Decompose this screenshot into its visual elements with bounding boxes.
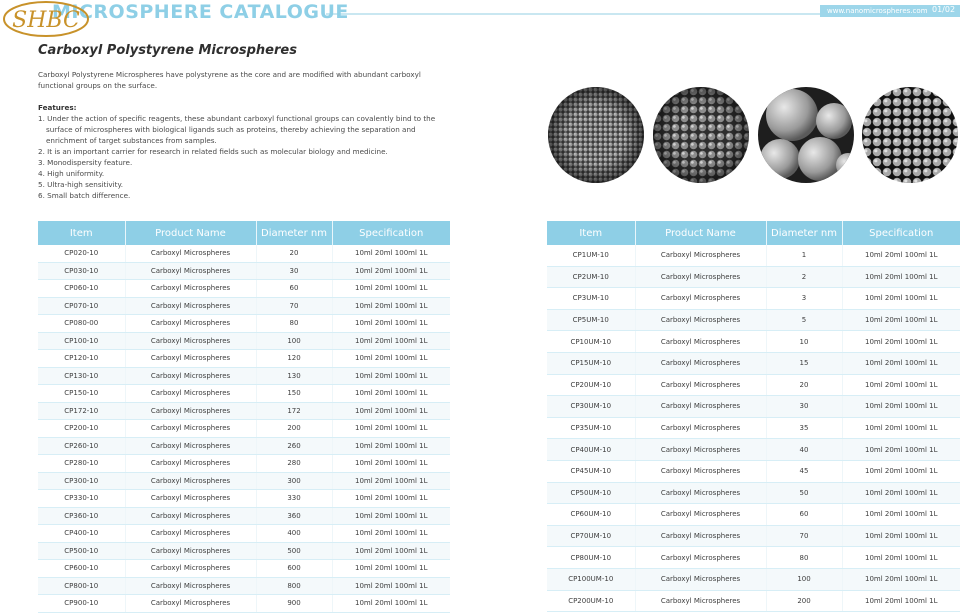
item-code-cell: CP3UM-10 <box>547 288 635 310</box>
specification-cell: 10ml 20ml 100ml 1L <box>842 288 960 310</box>
specification-cell: 10ml 20ml 100ml 1L <box>842 525 960 547</box>
diameter-cell: 100 <box>256 332 332 350</box>
specification-cell: 10ml 20ml 100ml 1L <box>332 297 450 315</box>
product-name-cell: Carboxyl Microspheres <box>125 297 256 315</box>
diameter-cell: 30 <box>766 396 842 418</box>
product-name-cell: Carboxyl Microspheres <box>635 504 766 526</box>
product-name-cell: Carboxyl Microspheres <box>125 542 256 560</box>
diameter-cell: 120 <box>256 350 332 368</box>
table-row <box>38 367 450 385</box>
table-row <box>547 352 960 374</box>
specification-cell: 10ml 20ml 100ml 1L <box>332 280 450 298</box>
product-name-cell: Carboxyl Microspheres <box>125 472 256 490</box>
specification-cell: 10ml 20ml 100ml 1L <box>332 525 450 543</box>
table-row <box>38 245 450 262</box>
specification-cell: 10ml 20ml 100ml 1L <box>332 560 450 578</box>
specification-cell: 10ml 20ml 100ml 1L <box>332 402 450 420</box>
diameter-cell: 35 <box>766 417 842 439</box>
product-name-cell: Carboxyl Microspheres <box>125 420 256 438</box>
product-name-cell: Carboxyl Microspheres <box>125 262 256 280</box>
table-row <box>547 547 960 569</box>
specification-cell: 10ml 20ml 100ml 1L <box>332 490 450 508</box>
company-logo <box>2 0 90 38</box>
specification-cell: 10ml 20ml 100ml 1L <box>842 568 960 590</box>
product-name-cell: Carboxyl Microspheres <box>635 352 766 374</box>
specification-cell: 10ml 20ml 100ml 1L <box>332 577 450 595</box>
item-code-cell: CP10UM-10 <box>547 331 635 353</box>
diameter-cell: 15 <box>766 352 842 374</box>
features-heading: Features: <box>38 103 77 112</box>
product-name-cell: Carboxyl Microspheres <box>635 460 766 482</box>
product-name-cell: Carboxyl Microspheres <box>635 482 766 504</box>
specification-cell: 10ml 20ml 100ml 1L <box>332 595 450 613</box>
product-name-cell: Carboxyl Microspheres <box>125 385 256 403</box>
diameter-cell: 300 <box>256 472 332 490</box>
specification-cell: 10ml 20ml 100ml 1L <box>332 420 450 438</box>
table-row <box>547 374 960 396</box>
specification-cell: 10ml 20ml 100ml 1L <box>332 315 450 333</box>
item-code-cell: CP360-10 <box>38 507 125 525</box>
product-name-cell: Carboxyl Microspheres <box>635 245 766 266</box>
specification-cell: 10ml 20ml 100ml 1L <box>842 547 960 569</box>
specification-cell: 10ml 20ml 100ml 1L <box>842 352 960 374</box>
feature-item: 3. Monodispersity feature. <box>38 158 133 167</box>
item-code-cell: CP600-10 <box>38 560 125 578</box>
column-header: Diameter nm <box>766 221 842 245</box>
diameter-cell: 330 <box>256 490 332 508</box>
diameter-cell: 60 <box>256 280 332 298</box>
item-code-cell: CP30UM-10 <box>547 396 635 418</box>
diameter-cell: 260 <box>256 437 332 455</box>
product-name-cell: Carboxyl Microspheres <box>635 417 766 439</box>
specification-cell: 10ml 20ml 100ml 1L <box>842 396 960 418</box>
item-code-cell: CP172-10 <box>38 402 125 420</box>
diameter-cell: 30 <box>256 262 332 280</box>
table-row <box>547 525 960 547</box>
website-url: www.nanomicrospheres.com <box>827 7 928 15</box>
table-row <box>38 472 450 490</box>
item-code-cell: CP15UM-10 <box>547 352 635 374</box>
item-code-cell: CP330-10 <box>38 490 125 508</box>
table-row <box>547 504 960 526</box>
diameter-cell: 45 <box>766 460 842 482</box>
sem-image-2 <box>653 87 749 183</box>
sem-image-4 <box>862 87 958 183</box>
table-row <box>547 439 960 461</box>
item-code-cell: CP1UM-10 <box>547 245 635 266</box>
diameter-cell: 70 <box>256 297 332 315</box>
table-row <box>547 568 960 590</box>
feature-item: 5. Ultra-high sensitivity. <box>38 180 123 189</box>
product-name-cell: Carboxyl Microspheres <box>125 490 256 508</box>
product-name-cell: Carboxyl Microspheres <box>125 560 256 578</box>
table-header-row <box>38 221 450 245</box>
specification-cell: 10ml 20ml 100ml 1L <box>332 350 450 368</box>
specification-cell: 10ml 20ml 100ml 1L <box>842 460 960 482</box>
features-list <box>38 102 450 201</box>
diameter-cell: 200 <box>766 590 842 612</box>
specification-cell: 10ml 20ml 100ml 1L <box>842 482 960 504</box>
item-code-cell: CP020-10 <box>38 245 125 262</box>
product-name-cell: Carboxyl Microspheres <box>125 595 256 613</box>
feature-item: 2. It is an important carrier for research in related fields such as molecular biology and medicine. <box>38 147 388 156</box>
diameter-cell: 1 <box>766 245 842 266</box>
item-code-cell: CP130-10 <box>38 367 125 385</box>
item-code-cell: CP20UM-10 <box>547 374 635 396</box>
table-row <box>38 385 450 403</box>
logo-text: SHBC <box>12 8 80 33</box>
item-code-cell: CP200UM-10 <box>547 590 635 612</box>
item-code-cell: CP70UM-10 <box>547 525 635 547</box>
specification-cell: 10ml 20ml 100ml 1L <box>332 385 450 403</box>
item-code-cell: CP50UM-10 <box>547 482 635 504</box>
diameter-cell: 60 <box>766 504 842 526</box>
product-name-cell: Carboxyl Microspheres <box>635 309 766 331</box>
product-name-cell: Carboxyl Microspheres <box>125 507 256 525</box>
page-header <box>0 0 960 33</box>
diameter-cell: 400 <box>256 525 332 543</box>
table-row <box>547 309 960 331</box>
column-header: Diameter nm <box>256 221 332 245</box>
item-code-cell: CP200-10 <box>38 420 125 438</box>
product-name-cell: Carboxyl Microspheres <box>125 577 256 595</box>
diameter-cell: 10 <box>766 331 842 353</box>
catalogue-title: MICROSPHERE CATALOGUE <box>52 1 349 23</box>
specification-cell: 10ml 20ml 100ml 1L <box>332 332 450 350</box>
product-name-cell: Carboxyl Microspheres <box>635 590 766 612</box>
table-row <box>547 245 960 266</box>
table-row <box>38 297 450 315</box>
diameter-cell: 2 <box>766 266 842 288</box>
item-code-cell: CP030-10 <box>38 262 125 280</box>
table-row <box>38 315 450 333</box>
product-name-cell: Carboxyl Microspheres <box>125 402 256 420</box>
table-row <box>38 420 450 438</box>
feature-item: 1. Under the action of specific reagents, these abundant carboxyl functional groups can covalently bind to the surface of microspheres with biological ligands such as proteins, thereby achieving the separation and enrichment of target substances from samples. <box>38 114 436 145</box>
product-name-cell: Carboxyl Microspheres <box>125 280 256 298</box>
table-row <box>38 455 450 473</box>
diameter-cell: 40 <box>766 439 842 461</box>
specification-cell: 10ml 20ml 100ml 1L <box>842 245 960 266</box>
specification-cell: 10ml 20ml 100ml 1L <box>842 331 960 353</box>
item-code-cell: CP800-10 <box>38 577 125 595</box>
column-header: Specification <box>842 221 960 245</box>
product-name-cell: Carboxyl Microspheres <box>125 455 256 473</box>
diameter-cell: 130 <box>256 367 332 385</box>
product-name-cell: Carboxyl Microspheres <box>125 315 256 333</box>
page-number: 01/02 <box>932 5 956 14</box>
table-row <box>547 266 960 288</box>
diameter-cell: 20 <box>256 245 332 262</box>
item-code-cell: CP400-10 <box>38 525 125 543</box>
column-header: Product Name <box>125 221 256 245</box>
specification-cell: 10ml 20ml 100ml 1L <box>332 245 450 262</box>
product-name-cell: Carboxyl Microspheres <box>635 547 766 569</box>
table-row <box>38 402 450 420</box>
feature-item: 4. High uniformity. <box>38 169 105 178</box>
item-code-cell: CP260-10 <box>38 437 125 455</box>
item-code-cell: CP45UM-10 <box>547 460 635 482</box>
item-code-cell: CP100-10 <box>38 332 125 350</box>
specification-cell: 10ml 20ml 100ml 1L <box>842 439 960 461</box>
item-code-cell: CP2UM-10 <box>547 266 635 288</box>
product-name-cell: Carboxyl Microspheres <box>125 332 256 350</box>
sem-image-1 <box>548 87 644 183</box>
product-description: Carboxyl Polystyrene Microspheres have polystyrene as the core and are modified with abundant carboxyl functional groups on the surface. <box>38 70 421 90</box>
table-row <box>38 490 450 508</box>
product-name-cell: Carboxyl Microspheres <box>125 525 256 543</box>
column-header: Product Name <box>635 221 766 245</box>
specification-cell: 10ml 20ml 100ml 1L <box>332 507 450 525</box>
item-code-cell: CP060-10 <box>38 280 125 298</box>
diameter-cell: 800 <box>256 577 332 595</box>
product-name-cell: Carboxyl Microspheres <box>635 288 766 310</box>
table-row <box>38 262 450 280</box>
diameter-cell: 500 <box>256 542 332 560</box>
diameter-cell: 150 <box>256 385 332 403</box>
table-row <box>38 577 450 595</box>
item-code-cell: CP35UM-10 <box>547 417 635 439</box>
table-row <box>547 288 960 310</box>
item-code-cell: CP070-10 <box>38 297 125 315</box>
diameter-cell: 280 <box>256 455 332 473</box>
diameter-cell: 3 <box>766 288 842 310</box>
micro-product-table <box>547 221 960 612</box>
table-row <box>547 590 960 612</box>
product-name-cell: Carboxyl Microspheres <box>635 525 766 547</box>
diameter-cell: 172 <box>256 402 332 420</box>
item-code-cell: CP40UM-10 <box>547 439 635 461</box>
table-row <box>547 460 960 482</box>
product-name-cell: Carboxyl Microspheres <box>125 245 256 262</box>
product-name-cell: Carboxyl Microspheres <box>635 331 766 353</box>
product-name-cell: Carboxyl Microspheres <box>125 367 256 385</box>
item-code-cell: CP280-10 <box>38 455 125 473</box>
item-code-cell: CP60UM-10 <box>547 504 635 526</box>
specification-cell: 10ml 20ml 100ml 1L <box>842 417 960 439</box>
column-header: Item <box>547 221 635 245</box>
diameter-cell: 80 <box>256 315 332 333</box>
specification-cell: 10ml 20ml 100ml 1L <box>842 309 960 331</box>
item-code-cell: CP5UM-10 <box>547 309 635 331</box>
diameter-cell: 80 <box>766 547 842 569</box>
product-name-cell: Carboxyl Microspheres <box>635 266 766 288</box>
table-row <box>547 417 960 439</box>
product-name-cell: Carboxyl Microspheres <box>635 374 766 396</box>
item-code-cell: CP100UM-10 <box>547 568 635 590</box>
diameter-cell: 20 <box>766 374 842 396</box>
table-row <box>38 595 450 613</box>
table-row <box>547 331 960 353</box>
column-header: Specification <box>332 221 450 245</box>
table-row <box>38 280 450 298</box>
table-row <box>38 542 450 560</box>
table-row <box>38 332 450 350</box>
specification-cell: 10ml 20ml 100ml 1L <box>332 542 450 560</box>
product-name-cell: Carboxyl Microspheres <box>125 350 256 368</box>
table-row <box>38 350 450 368</box>
sem-image-3 <box>758 87 854 183</box>
item-code-cell: CP080-00 <box>38 315 125 333</box>
table-row <box>38 525 450 543</box>
item-code-cell: CP500-10 <box>38 542 125 560</box>
diameter-cell: 360 <box>256 507 332 525</box>
product-name-cell: Carboxyl Microspheres <box>635 439 766 461</box>
diameter-cell: 600 <box>256 560 332 578</box>
column-header: Item <box>38 221 125 245</box>
diameter-cell: 50 <box>766 482 842 504</box>
specification-cell: 10ml 20ml 100ml 1L <box>842 266 960 288</box>
specification-cell: 10ml 20ml 100ml 1L <box>332 472 450 490</box>
table-header-row <box>547 221 960 245</box>
header-rule <box>326 13 820 15</box>
feature-item: 6. Small batch difference. <box>38 191 131 200</box>
nano-product-table <box>38 221 450 613</box>
item-code-cell: CP300-10 <box>38 472 125 490</box>
product-name-cell: Carboxyl Microspheres <box>635 396 766 418</box>
diameter-cell: 900 <box>256 595 332 613</box>
table-row <box>547 396 960 418</box>
specification-cell: 10ml 20ml 100ml 1L <box>332 455 450 473</box>
specification-cell: 10ml 20ml 100ml 1L <box>332 437 450 455</box>
specification-cell: 10ml 20ml 100ml 1L <box>842 374 960 396</box>
specification-cell: 10ml 20ml 100ml 1L <box>332 262 450 280</box>
table-row <box>38 507 450 525</box>
product-name-cell: Carboxyl Microspheres <box>125 437 256 455</box>
item-code-cell: CP150-10 <box>38 385 125 403</box>
diameter-cell: 100 <box>766 568 842 590</box>
specification-cell: 10ml 20ml 100ml 1L <box>332 367 450 385</box>
table-row <box>38 437 450 455</box>
product-name-cell: Carboxyl Microspheres <box>635 568 766 590</box>
item-code-cell: CP120-10 <box>38 350 125 368</box>
diameter-cell: 5 <box>766 309 842 331</box>
item-code-cell: CP900-10 <box>38 595 125 613</box>
diameter-cell: 200 <box>256 420 332 438</box>
table-row <box>38 560 450 578</box>
item-code-cell: CP80UM-10 <box>547 547 635 569</box>
table-row <box>547 482 960 504</box>
specification-cell: 10ml 20ml 100ml 1L <box>842 590 960 612</box>
product-title: Carboxyl Polystyrene Microspheres <box>38 43 297 58</box>
specification-cell: 10ml 20ml 100ml 1L <box>842 504 960 526</box>
diameter-cell: 70 <box>766 525 842 547</box>
